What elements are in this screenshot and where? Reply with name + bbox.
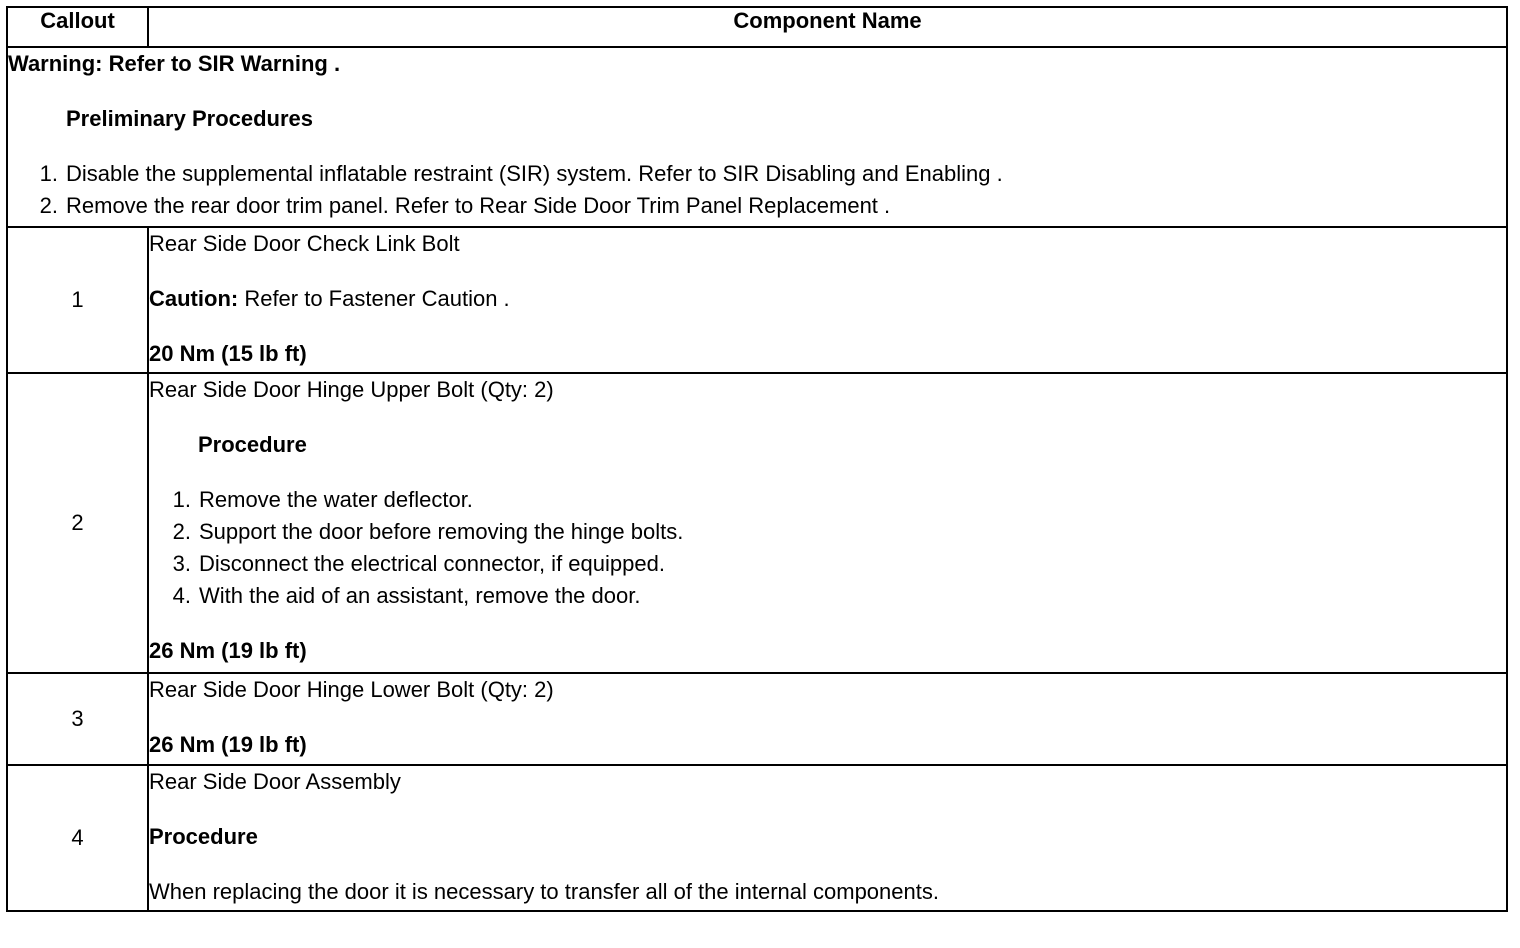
step-text: Disable the supplemental inflatable restraint (SIR) system. Refer to SIR Disabling and Enabling . [66, 161, 1003, 186]
step-text: Disconnect the electrical connector, if equipped. [199, 551, 665, 576]
component-cell [148, 765, 1507, 911]
table-row [7, 673, 1507, 765]
component-name: Rear Side Door Hinge Lower Bolt (Qty: 2) [149, 677, 554, 702]
procedure-title: Procedure [198, 432, 307, 457]
list-item [149, 484, 1506, 516]
component-cell [148, 227, 1507, 373]
callout-cell: 4 [7, 765, 148, 911]
callout-cell: 3 [7, 673, 148, 765]
table-row [7, 765, 1507, 911]
component-cell [148, 673, 1507, 765]
step-number: 2. [39, 193, 58, 218]
list-item [8, 190, 1506, 222]
callout-cell: 1 [7, 227, 148, 373]
step-number: 3. [172, 551, 191, 576]
component-name: Rear Side Door Hinge Upper Bolt (Qty: 2) [149, 377, 554, 402]
step-text: Support the door before removing the hinge bolts. [199, 519, 684, 544]
component-table [6, 6, 1508, 912]
component-name: Rear Side Door Assembly [149, 769, 401, 794]
component-name-header: Component Name [148, 7, 1507, 47]
step-number: 1. [39, 161, 58, 186]
step-number: 2. [172, 519, 191, 544]
warning-line [8, 48, 1506, 80]
step-number: 1. [172, 487, 191, 512]
step-number: 4. [172, 583, 191, 608]
caution-label: Caution: [149, 286, 239, 311]
step-text: With the aid of an assistant, remove the door. [199, 583, 641, 608]
step-text: Remove the rear door trim panel. Refer to Rear Side Door Trim Panel Replacement . [66, 193, 891, 218]
step-text: Remove the water deflector. [199, 487, 473, 512]
list-item [149, 548, 1506, 580]
warning-row [7, 47, 1507, 227]
warning-label: Warning: [8, 51, 103, 76]
callout-header: Callout [7, 7, 148, 47]
warning-trail: . [327, 51, 341, 76]
table-row [7, 227, 1507, 373]
caution-text[interactable]: Refer to Fastener Caution . [238, 286, 510, 311]
procedure-steps-list [149, 484, 1506, 612]
table-header-row [7, 7, 1507, 47]
warning-cell [7, 47, 1507, 227]
list-item [149, 516, 1506, 548]
preliminary-steps-list [8, 158, 1506, 222]
component-name: Rear Side Door Check Link Bolt [149, 231, 460, 256]
preliminary-procedures-title: Preliminary Procedures [66, 106, 314, 131]
table-row [7, 373, 1507, 673]
list-item [8, 158, 1506, 190]
caution-line [149, 283, 1506, 315]
procedure-title: Procedure [149, 824, 258, 849]
torque-spec: 26 Nm (19 lb ft) [149, 732, 307, 757]
list-item [149, 580, 1506, 612]
procedure-note: When replacing the door it is necessary to transfer all of the internal components. [149, 879, 939, 904]
callout-cell: 2 [7, 373, 148, 673]
sir-warning-link[interactable]: Refer to SIR Warning [108, 51, 328, 76]
torque-spec: 26 Nm (19 lb ft) [149, 638, 307, 663]
torque-spec: 20 Nm (15 lb ft) [149, 341, 307, 366]
component-cell [148, 373, 1507, 673]
